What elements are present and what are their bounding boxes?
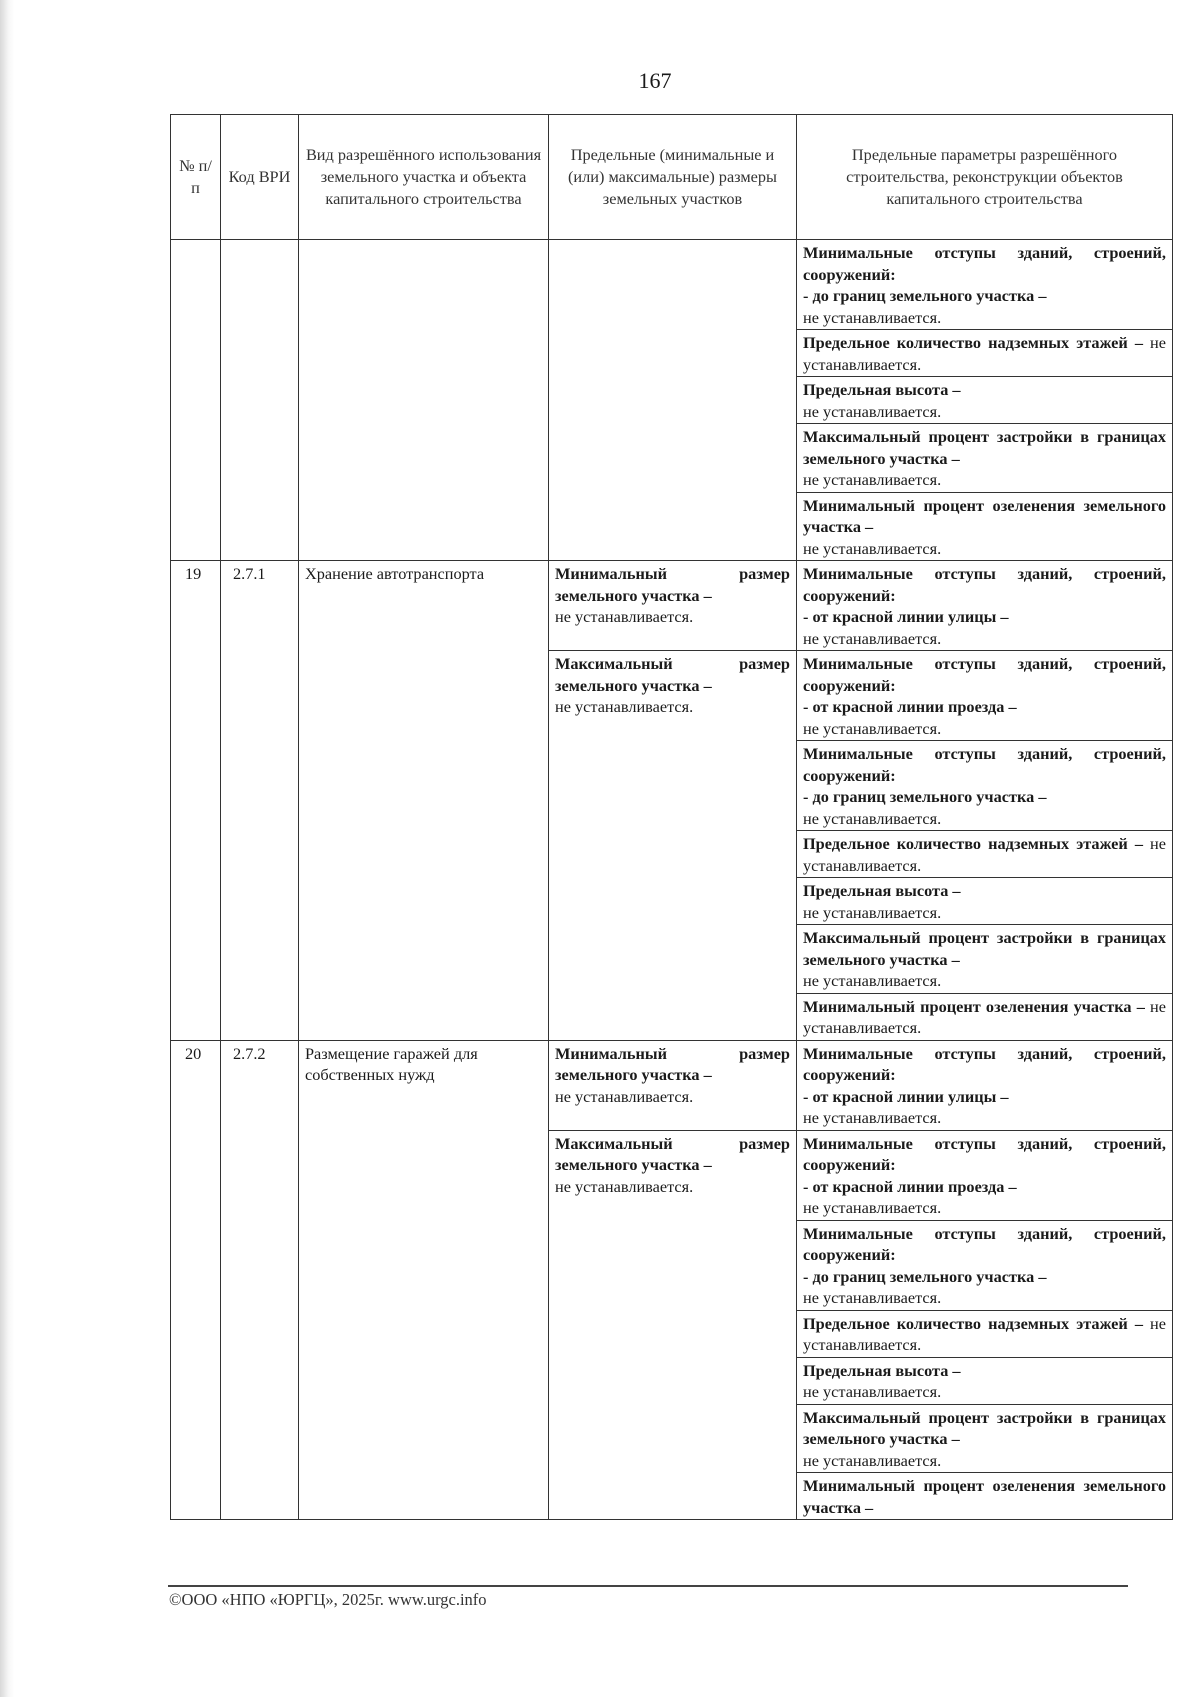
param-subheading: - от красной линии проезда – [803,697,1017,716]
param-heading: Предельная высота – [803,380,961,399]
empty-cell-sizes [549,240,797,561]
param-value: не устанавливается. [803,1450,942,1470]
header-num: № п/п [171,115,221,240]
param-heading: Максимальный размер земельного участка – [555,1133,790,1174]
param-cell [797,831,1173,878]
param-cell [797,424,1173,493]
param-subheading: - от красной линии улицы – [803,607,1009,626]
param-value: не устанавливается. [555,607,694,626]
param-cell [797,878,1173,925]
param-value: не устанавливается. [555,697,694,716]
param-value: не устанавливается. [803,1198,942,1217]
param-cell [797,492,1173,561]
param-cell [797,1040,1173,1130]
param-value: не устанавливается. [803,628,942,648]
param-cell [797,240,1173,330]
param-heading: Минимальный процент озеленения земельного участка – [803,495,1166,536]
param-value: не устанавливается. [803,834,1166,875]
param-cell [797,1130,1173,1220]
param-cell [797,377,1173,424]
param-heading: Минимальный размер земельного участка – [555,1043,790,1084]
param-value: не устанавливается. [803,1288,942,1307]
param-heading: Минимальные отступы зданий, строений, сооружений: [803,654,1166,695]
param-value: не устанавливается. [803,808,942,828]
param-heading: Минимальные отступы зданий, строений, сооружений: [803,1043,1166,1084]
footer-divider [168,1585,1128,1587]
param-subheading: - от красной линии проезда – [803,1176,1017,1196]
param-heading: Предельная высота – [803,881,961,900]
param-heading: Минимальный процент озеленения участка – [803,996,1145,1016]
param-value: не устанавливается. [803,538,942,558]
param-value: не устанавливается. [803,470,942,489]
footer-copyright: ©ООО «НПО «ЮРГЦ», 2025г. www.urgc.info [169,1590,487,1609]
row-number: 20 [171,1040,221,1520]
header-code: Код ВРИ [221,115,299,240]
param-heading: Предельное количество надземных этажей – [803,834,1143,853]
param-cell [797,1310,1173,1357]
param-heading: Минимальные отступы зданий, строений, сооружений: [803,1133,1166,1174]
param-value: не устанавливается. [803,996,1166,1037]
regulations-table [170,114,1173,1520]
row-use-type: Размещение гаражей для собственных нужд [299,1040,549,1520]
scan-edge-shadow [0,0,14,1697]
param-heading: Минимальный размер земельного участка – [555,564,790,605]
empty-cell-type [299,240,549,561]
param-value: не устанавливается. [803,1108,942,1127]
param-value: не устанавливается. [555,1086,694,1106]
row-code: 2.7.1 [221,561,299,1041]
param-heading: Минимальный процент озеленения земельного участка – [803,1476,1166,1517]
param-value: не устанавливается. [803,307,942,327]
page-number: 167 [638,68,672,93]
param-heading: Предельное количество надземных этажей – [803,1313,1143,1333]
size-cell [549,651,797,1041]
empty-cell-code [221,240,299,561]
empty-cell-num [171,240,221,561]
param-value: не устанавливается. [803,718,942,738]
param-value: не устанавливается. [803,1382,942,1401]
param-heading: Максимальный размер земельного участка – [555,654,790,695]
row-code: 2.7.2 [221,1040,299,1520]
size-cell [549,1130,797,1520]
param-cell [797,925,1173,994]
param-heading: Максимальный процент застройки в границах земельного участка – [803,1407,1166,1448]
param-heading: Минимальные отступы зданий, строений, сооружений: [803,243,1166,284]
param-value: не устанавливается. [803,401,942,421]
param-heading: Максимальный процент застройки в границах земельного участка – [803,928,1166,969]
header-type: Вид разрешённого использования земельного участка и объекта капитального строительства [299,115,549,240]
row-number: 19 [171,561,221,1041]
param-cell [797,1404,1173,1473]
param-cell [797,741,1173,831]
param-subheading: - до границ земельного участка – [803,787,1047,806]
table-row [171,1040,1173,1130]
header-sizes: Предельные (минимальные и (или) максимальные) размеры земельных участков [549,115,797,240]
param-subheading: - до границ земельного участка – [803,1266,1047,1286]
param-heading: Предельная высота – [803,1360,961,1380]
param-value: не устанавливается. [803,902,942,922]
table-row [171,561,1173,651]
param-heading: Минимальные отступы зданий, строений, сооружений: [803,564,1166,605]
header-params: Предельные параметры разрешённого строительства, реконструкции объектов капитального строительства [797,115,1173,240]
param-subheading: - до границ земельного участка – [803,286,1047,305]
param-value: не устанавливается. [555,1176,694,1196]
param-subheading: - от красной линии улицы – [803,1086,1009,1106]
param-cell [797,993,1173,1040]
param-heading: Предельное количество надземных этажей – [803,333,1143,352]
param-cell [797,651,1173,741]
param-value: не устанавливается. [803,971,942,990]
table-header-row [171,115,1173,240]
param-cell [797,1473,1173,1520]
param-value: не устанавливается. [803,333,1166,374]
param-heading: Минимальные отступы зданий, строений, сооружений: [803,1223,1166,1264]
row-use-type: Хранение автотранспорта [299,561,549,1041]
param-heading: Максимальный процент застройки в границах земельного участка – [803,427,1166,468]
param-cell [797,1357,1173,1404]
table-row [171,240,1173,330]
size-cell [549,1040,797,1130]
param-cell [797,561,1173,651]
param-value: не устанавливается. [803,1313,1166,1354]
param-cell [797,330,1173,377]
param-cell [797,1220,1173,1310]
param-heading: Минимальные отступы зданий, строений, сооружений: [803,744,1166,785]
size-cell [549,561,797,651]
